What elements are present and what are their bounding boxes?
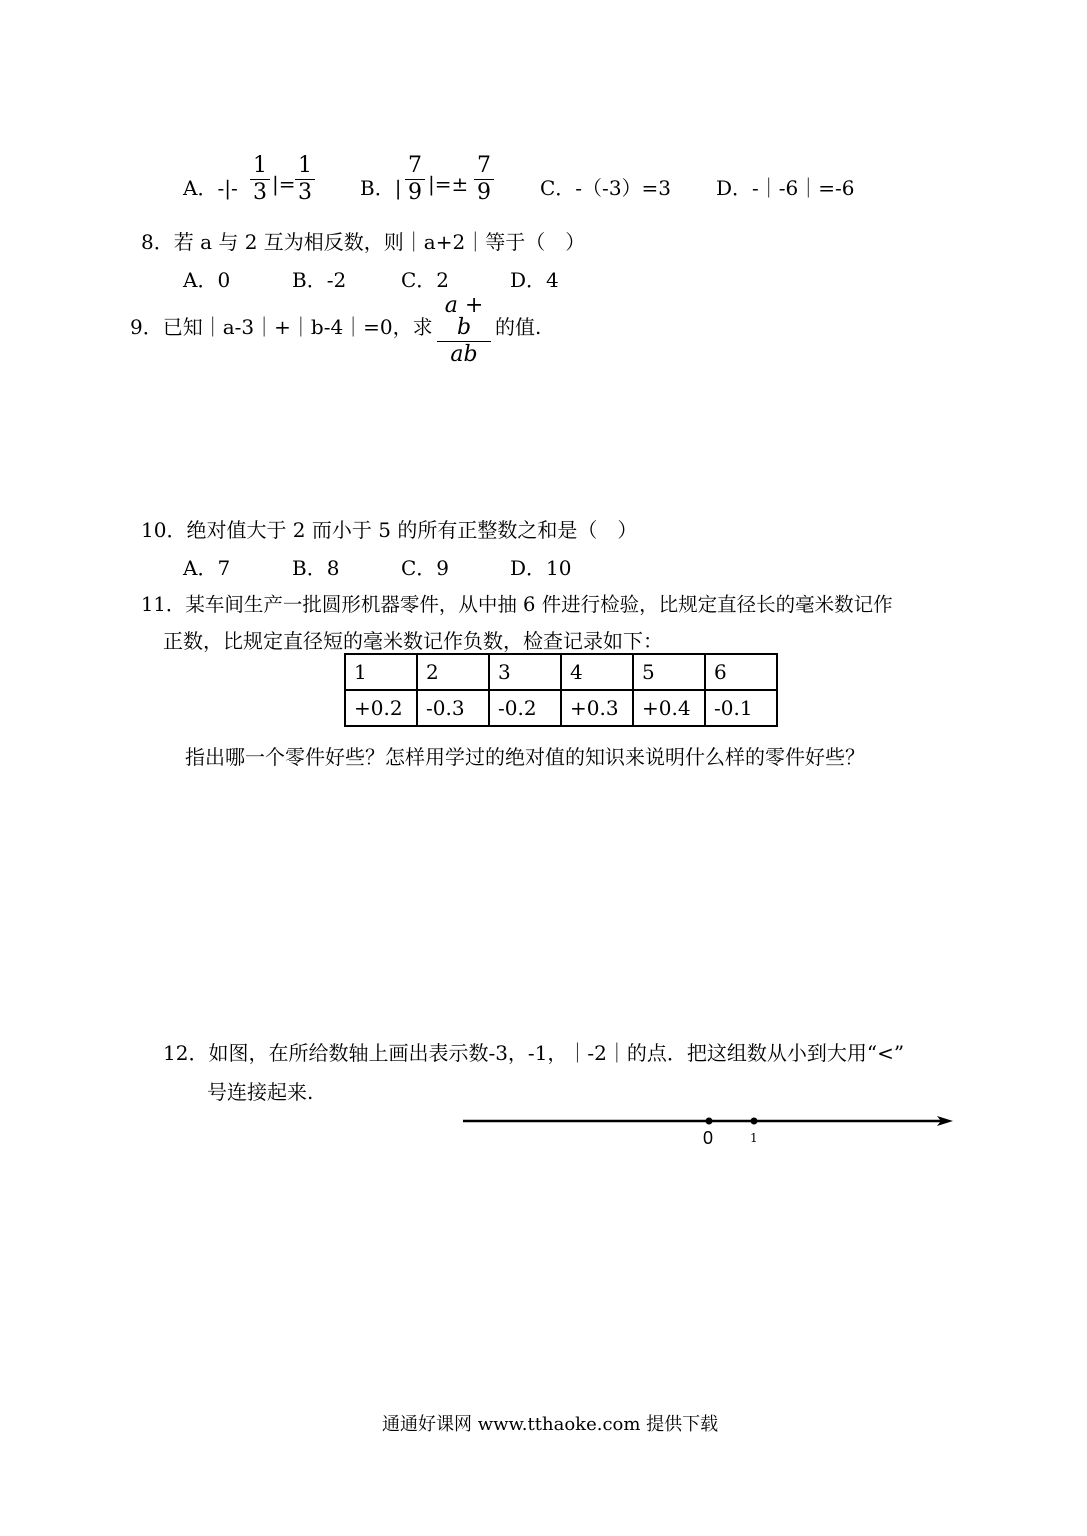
q8-option-d: D．4 (510, 268, 559, 292)
q12-stem-line2: 号连接起来. (207, 1080, 314, 1104)
q9-stem-after: 的值. (495, 315, 542, 339)
q7-option-b-fraction-1: 7 9 (405, 155, 425, 204)
table-row (345, 690, 777, 726)
table-cell: 2 (417, 654, 489, 690)
number-line-point-0 (706, 1118, 713, 1125)
table-cell: 1 (345, 654, 417, 690)
q7-option-b-label: B．| (360, 176, 402, 200)
q11-stem-line1: 11．某车间生产一批圆形机器零件，从中抽 6 件进行检验，比规定直径长的毫米数记作 (141, 593, 893, 616)
table-cell: +0.3 (561, 690, 633, 726)
number-line-label-0: 0 (703, 1128, 714, 1148)
table-cell: -0.3 (417, 690, 489, 726)
q10-stem: 10．绝对值大于 2 而小于 5 的所有正整数之和是（ ） (141, 518, 638, 542)
q7-option-b-mid: |=± (428, 172, 469, 196)
table-cell: -0.2 (489, 690, 561, 726)
table-cell: 3 (489, 654, 561, 690)
table-cell: 6 (705, 654, 777, 690)
table-header-row (345, 654, 777, 690)
table-cell: +0.2 (345, 690, 417, 726)
q10-option-a: A．7 (183, 556, 231, 580)
q10-option-b: B．8 (292, 556, 340, 580)
q11-table (344, 653, 778, 727)
q7-option-a-mid: |= (272, 172, 296, 196)
q11-question: 指出哪一个零件好些？怎样用学过的绝对值的知识来说明什么样的零件好些？ (185, 745, 865, 769)
table-cell: -0.1 (705, 690, 777, 726)
number-line-label-1: 1 (750, 1131, 758, 1145)
q8-option-b: B．-2 (292, 268, 347, 292)
q7-option-a-label: A．-|- (183, 176, 238, 200)
q12-stem-line1: 12．如图，在所给数轴上画出表示数-3，-1，｜-2｜的点．把这组数从小到大用“<” (163, 1041, 905, 1065)
table-cell: 4 (561, 654, 633, 690)
q7-option-d: D．-｜-6｜=-6 (716, 176, 855, 200)
q10-option-d: D．10 (510, 556, 572, 580)
page-footer: 通通好课网 www.tthaoke.com 提供下载 (382, 1414, 719, 1435)
q10-option-c: C．9 (401, 556, 450, 580)
q7-option-b-fraction-2: 7 9 (474, 155, 494, 204)
q7-option-c: C．-（-3）=3 (540, 176, 672, 200)
q7-option-a-fraction-1: 1 3 (250, 155, 270, 204)
q9-stem-before: 9．已知｜a-3｜+｜b-4｜=0，求 (130, 315, 433, 339)
q8-option-a: A．0 (183, 268, 231, 292)
q8-option-c: C．2 (401, 268, 450, 292)
q7-option-a-fraction-2: 1 3 (295, 155, 315, 204)
q8-stem: 8．若 a 与 2 互为相反数，则｜a+2｜等于（ ） (141, 230, 586, 254)
q9-fraction: a + b ab (437, 295, 491, 366)
table-cell: +0.4 (633, 690, 705, 726)
table-cell: 5 (633, 654, 705, 690)
q11-stem-line2: 正数，比规定直径短的毫米数记作负数，检查记录如下： (163, 629, 663, 653)
number-line-point-1 (751, 1118, 758, 1125)
